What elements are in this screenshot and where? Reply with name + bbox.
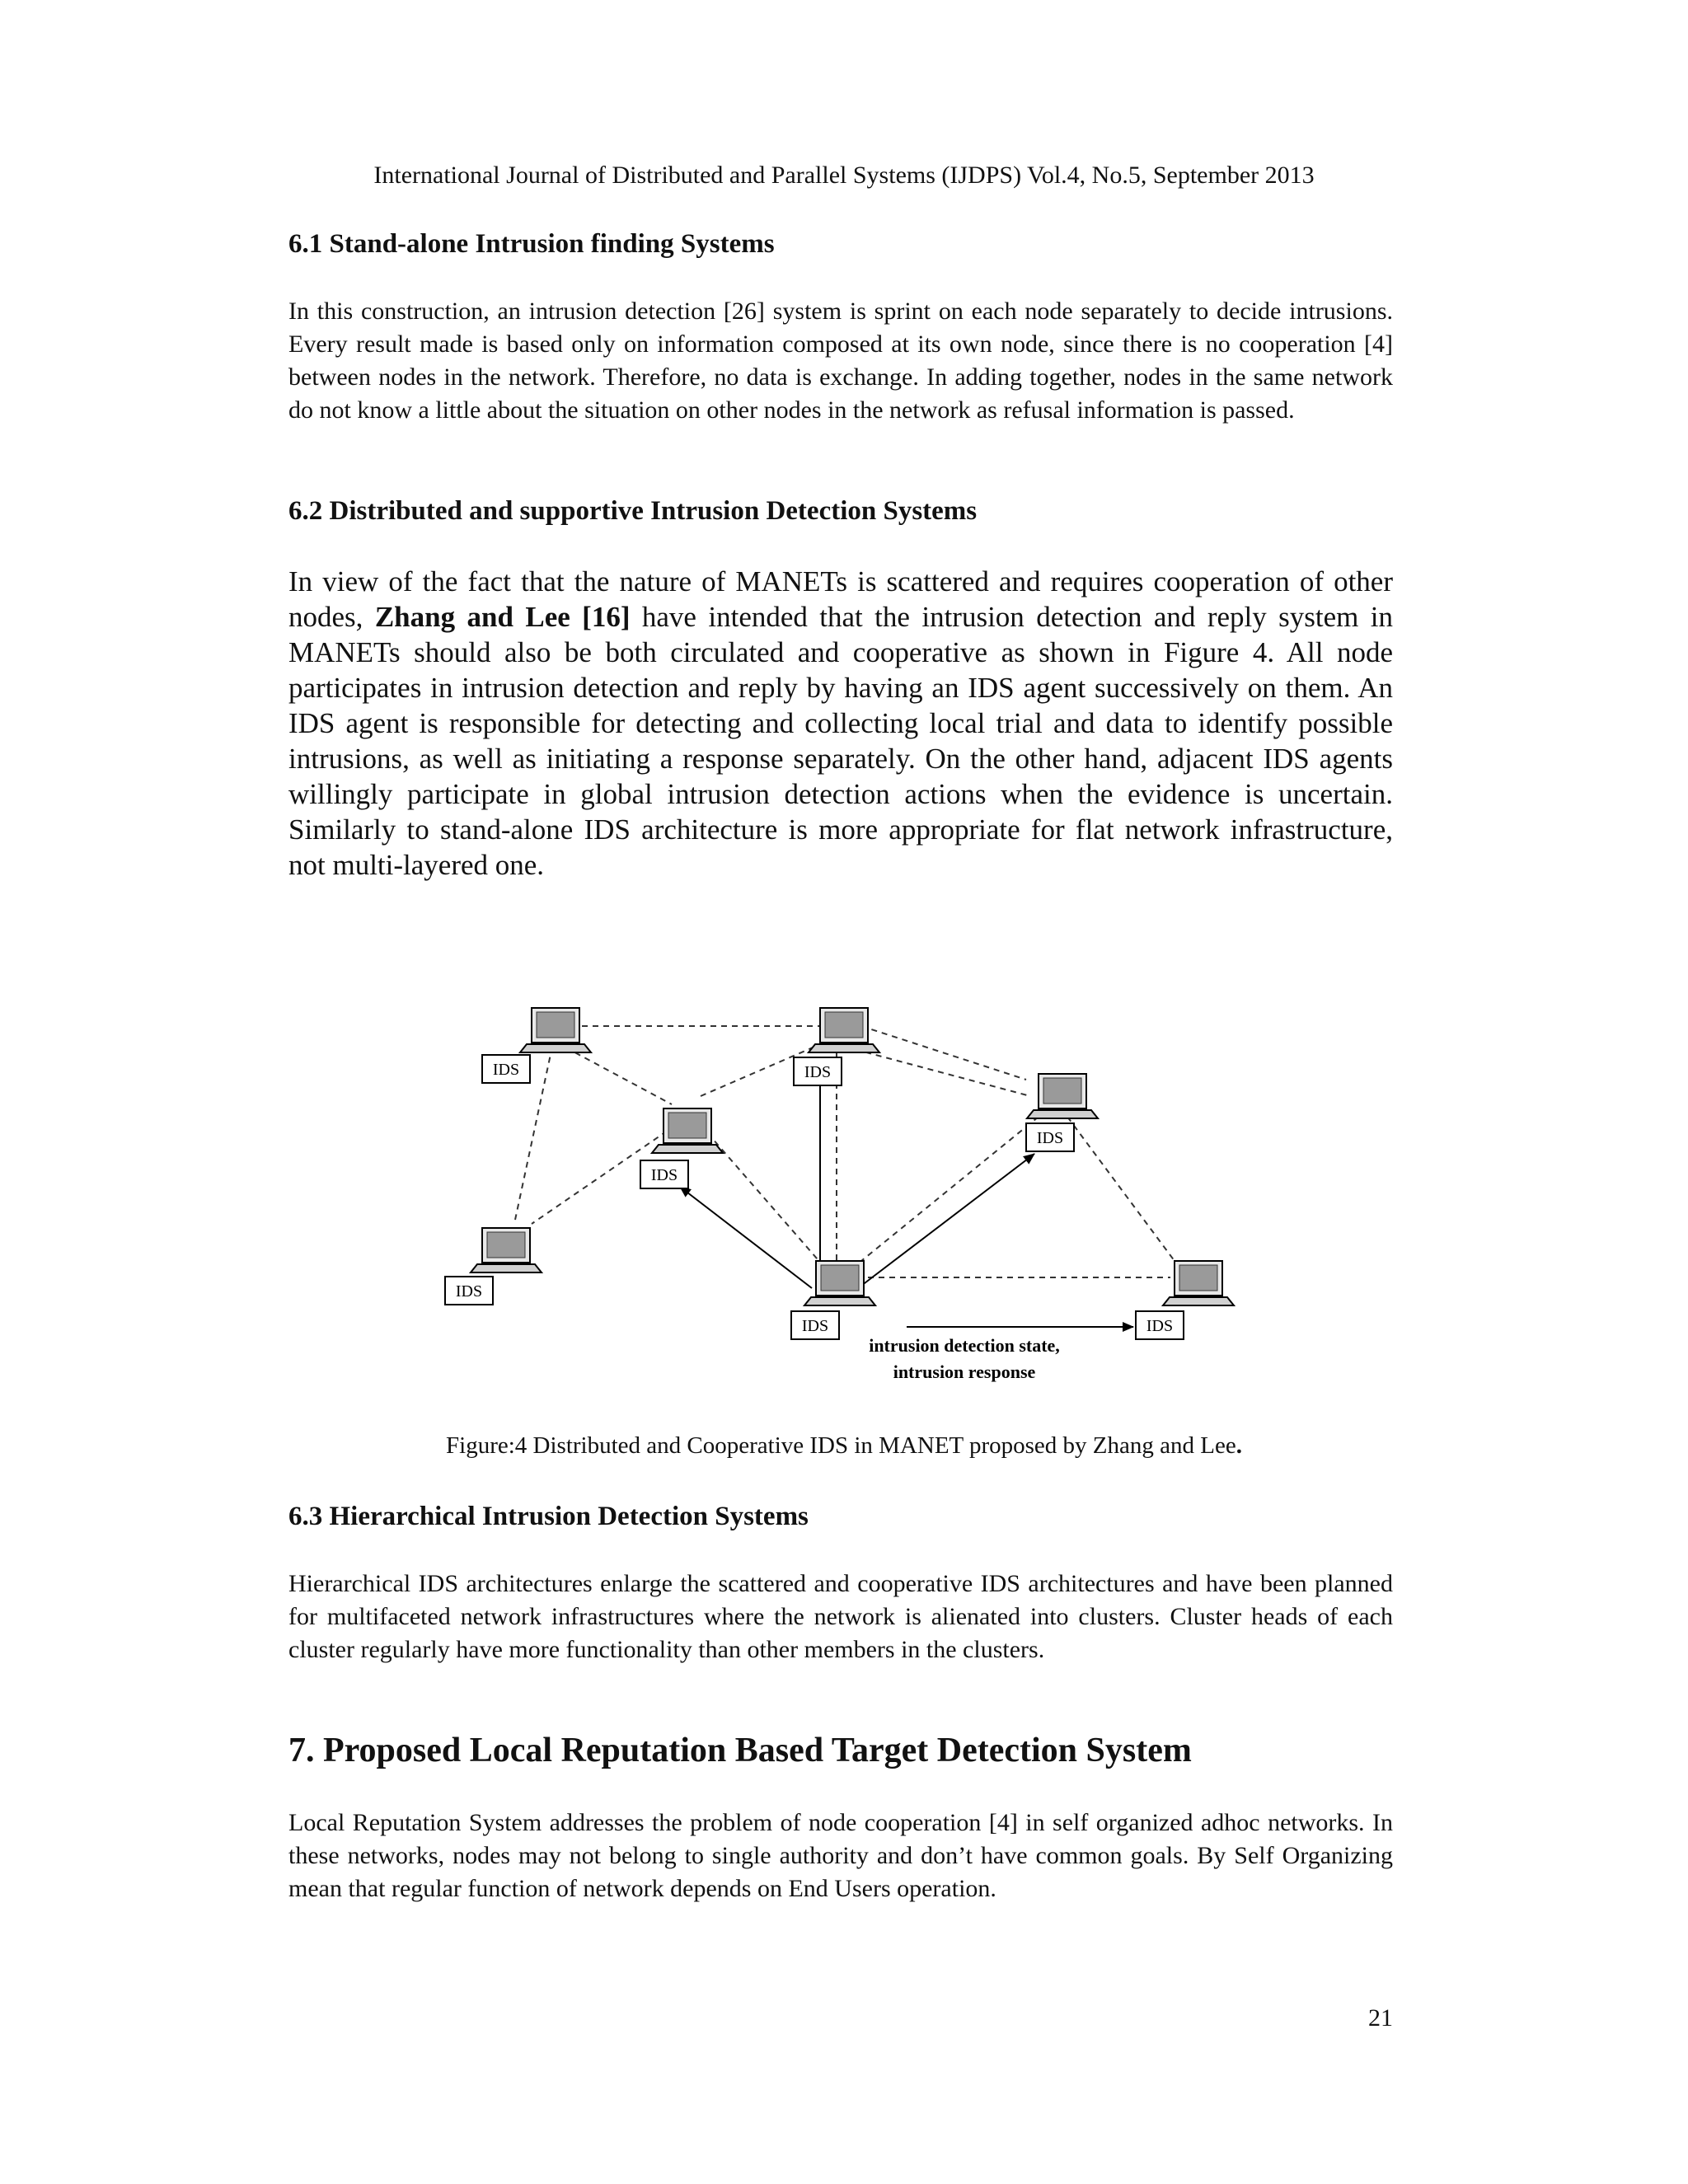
section-6-2-body-start: In view of the fact that the nature of MANETs is scattered and requires cooperation of other nodes, bbox=[288, 565, 1393, 633]
ids-box bbox=[1136, 1311, 1184, 1339]
section-6-2-heading: 6.2 Distributed and supportive Intrusion Detection Systems bbox=[288, 496, 978, 526]
section-7-body: Local Reputation System addresses the problem of node cooperation [4] in self organized adhoc networks. In these networks, nodes may not belong to single authority and don’t have common goals. By Self Organizing mean that regular function of network depends on End Users operation. bbox=[288, 1809, 1393, 1902]
laptop-icon bbox=[471, 1228, 542, 1272]
section-6-1-body: In this construction, an intrusion detection [26] system is sprint on each node separately to decide intrusions. Every result made is based only on information composed at its own node, since there is no cooperation [4] between nodes in the network. Therefore, no data is exchange. In adding together, nodes in the same network do not know a little about the situation on other nodes in the network as refusal information is passed. bbox=[288, 298, 1393, 424]
laptop-icon bbox=[809, 1008, 879, 1052]
ids-box bbox=[482, 1055, 530, 1083]
svg-text:IDS: IDS bbox=[801, 1317, 829, 1335]
figure-caption bbox=[0, 1432, 1688, 1460]
running-head: International Journal of Distributed and Parallel Systems (IJDPS) Vol.4, No.5, September 2013 bbox=[373, 162, 1315, 189]
section-6-2-body-end: have intended that the intrusion detection and reply system in MANETs should also be both circulated and cooperative as shown in Figure 4. All node participates in intrusion detection and reply by having an IDS agent successively on them. An IDS agent is responsible for detecting and collecting local trial and data to identify possible intrusions, as well as initiating a response separately. On the other hand, adjacent IDS agents willingly participate in global intrusion detection actions when the evidence is uncertain. Similarly to stand-alone IDS architecture is more appropriate for flat network infrastructure, not multi-layered one. bbox=[288, 601, 1394, 881]
figure-caption-period: . bbox=[1236, 1432, 1242, 1459]
zhang-lee-citation: Zhang and Lee [16] bbox=[374, 601, 631, 633]
svg-text:IDS: IDS bbox=[650, 1166, 678, 1184]
ids-box bbox=[794, 1057, 842, 1085]
laptop-icon bbox=[1027, 1074, 1098, 1118]
figure-caption-text: Figure:4 Distributed and Cooperative IDS in MANET proposed by Zhang and Lee bbox=[446, 1432, 1236, 1459]
laptop-icon bbox=[520, 1008, 591, 1052]
section-7-heading: 7. Proposed Local Reputation Based Target Detection System bbox=[288, 1732, 1192, 1769]
svg-text:IDS: IDS bbox=[1036, 1129, 1064, 1147]
svg-text:IDS: IDS bbox=[804, 1063, 832, 1081]
section-6-3-body: Hierarchical IDS architectures enlarge the scattered and cooperative IDS architectures and have been planned for multifaceted network infrastructures where the network is alienated into clusters. Cluster heads of each cluster regularly have more functionality than other members in the clusters. bbox=[288, 1570, 1393, 1663]
svg-text:IDS: IDS bbox=[1146, 1317, 1174, 1335]
figure-4-diagram bbox=[429, 977, 1261, 1405]
laptop-icon bbox=[652, 1108, 723, 1153]
page-number: 21 bbox=[1368, 2004, 1393, 2032]
section-6-1-heading: 6.1 Stand-alone Intrusion finding Systems bbox=[288, 229, 775, 259]
svg-text:IDS: IDS bbox=[492, 1061, 520, 1079]
figure-note-line-2: intrusion response bbox=[893, 1361, 1036, 1382]
section-6-2-body bbox=[288, 564, 1393, 883]
svg-text:IDS: IDS bbox=[455, 1282, 483, 1301]
ids-box bbox=[791, 1311, 839, 1339]
laptop-icon bbox=[1163, 1261, 1234, 1305]
figure-note-line-1: intrusion detection state, bbox=[869, 1335, 1060, 1356]
ids-box bbox=[640, 1160, 688, 1188]
ids-box bbox=[1026, 1123, 1074, 1151]
section-6-3-heading: 6.3 Hierarchical Intrusion Detection Systems bbox=[288, 1502, 809, 1531]
network-links bbox=[515, 1026, 1175, 1277]
ids-box bbox=[445, 1277, 493, 1305]
